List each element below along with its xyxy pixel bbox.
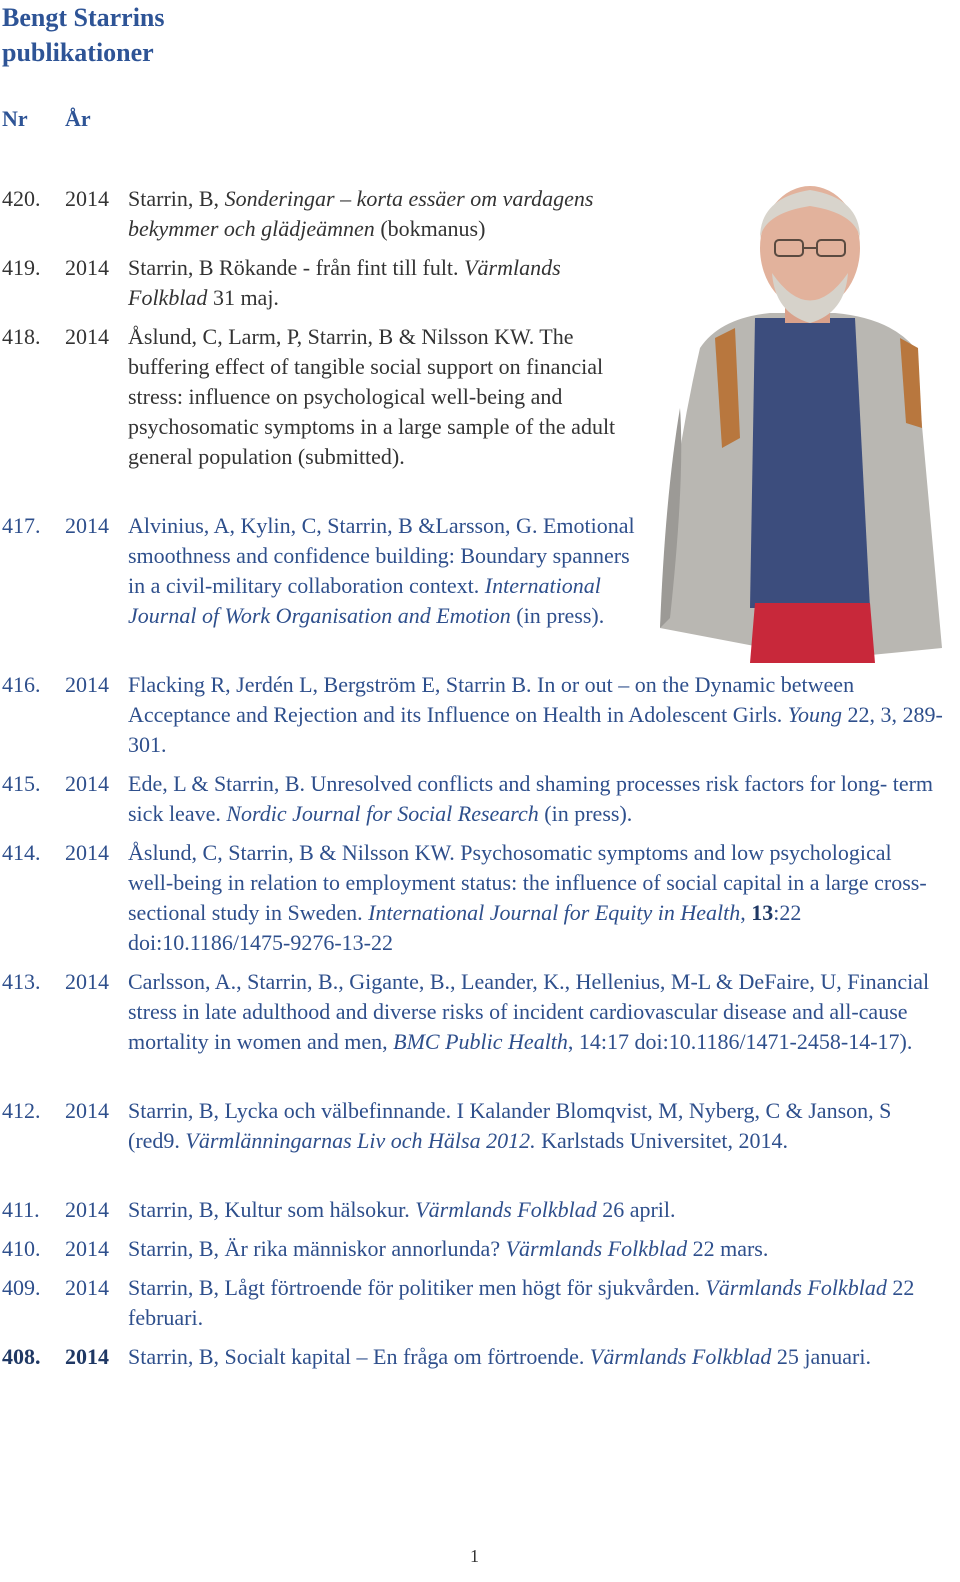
publication-entry: [0, 511, 640, 631]
entry-text: Åslund, C, Larm, P, Starrin, B & Nilsson KW. The buffering effect of tangible social support on financial stress: influence on psychological well-being and psychosomatic symptoms in a large sample of the adult general population (submitted).: [128, 324, 616, 469]
author-photo: [660, 178, 945, 663]
entry-source: Värmlänningarnas Liv och Hälsa 2012.: [185, 1128, 536, 1153]
title-line-1: Bengt Starrins: [2, 3, 165, 32]
entry-text: [128, 670, 945, 760]
entry-text: [128, 838, 940, 958]
entry-title: Sonderingar – korta essäer om vardagens bekymmer och glädjeämnen: [128, 186, 594, 241]
entry-note: , 14:17 doi:10.1186/1471-2458-14-17).: [567, 1029, 913, 1054]
entry-number: 409.: [2, 1275, 41, 1300]
entry-authors: Starrin, B, Lycka och välbefinnande. I Kalander Blomqvist, M, Nyberg, C & Janson, S (red9.: [128, 1098, 892, 1153]
entry-note: (bokmanus): [374, 216, 486, 241]
publication-entry: [0, 1096, 920, 1156]
column-header-nr: Nr: [2, 106, 28, 131]
entry-source: International Journal for Equity in Health: [368, 900, 741, 925]
publication-entry: [0, 253, 640, 313]
publication-entry: [0, 769, 945, 829]
entry-source: Värmlands Folkblad: [505, 1236, 688, 1261]
entry-authors: Åslund, C, Starrin, B & Nilsson KW. Psychosomatic symptoms and low psychological well-being in relation to employment status: the influence of social capital in a large cross-sectional study in Sweden.: [128, 840, 927, 925]
entry-note: 22 mars.: [687, 1236, 769, 1261]
page-number: 1: [470, 1546, 479, 1566]
entry-text: [128, 1273, 930, 1333]
entry-text: [128, 511, 640, 631]
entry-number: 414.: [2, 840, 41, 865]
entry-source: Nordic Journal for Social Research: [226, 801, 539, 826]
entry-number: 415.: [2, 771, 41, 796]
entry-volume: 13: [751, 900, 774, 925]
entry-authors: Starrin, B, Socialt kapital – En fråga om förtroende.: [128, 1344, 590, 1369]
entry-year: 2014: [65, 186, 109, 211]
entry-source: BMC Public Health: [393, 1029, 568, 1054]
entry-source: Värmlands Folkblad: [415, 1197, 597, 1222]
entry-authors: Alvinius, A, Kylin, C, Starrin, B &Larsson, G. Emotional smoothness and confidence building: Boundary spanners in a civil-military collaboration context.: [128, 513, 635, 598]
publication-entry: [0, 1195, 945, 1225]
entry-year: 2014: [65, 1236, 109, 1261]
entry-text: [128, 253, 640, 313]
entry-year: 2014: [65, 840, 109, 865]
entry-year: 2014: [65, 1344, 109, 1369]
entry-source: International Journal of Work Organisation and Emotion: [128, 573, 601, 628]
entry-number: 410.: [2, 1236, 41, 1261]
entry-authors: Carlsson, A., Starrin, B., Gigante, B., Leander, K., Hellenius, M-L & DeFaire, U, Financial stress in late adulthood and diverse risks of incident cardiovascular disease and all-cause mortality in women and men,: [128, 969, 930, 1054]
entry-text: [128, 967, 950, 1057]
entry-source: Värmlands Folkblad: [589, 1344, 772, 1369]
entry-doi: :22 doi:10.1186/1475-9276-13-22: [128, 900, 802, 955]
publication-entry: [0, 838, 940, 958]
entry-number: 420.: [2, 186, 41, 211]
entry-text: [128, 1096, 920, 1156]
entry-number: 412.: [2, 1098, 41, 1123]
entry-note: 25 januari.: [771, 1344, 871, 1369]
publication-entry: [0, 322, 648, 472]
title-line-2: publikationer: [2, 38, 154, 67]
entry-number: 408.: [2, 1344, 41, 1369]
publication-entry: [0, 1273, 930, 1333]
publication-entry: [0, 1342, 920, 1372]
entry-authors: Ede, L & Starrin, B. Unresolved conflicts and shaming processes risk factors for long- term sick leave.: [128, 771, 934, 826]
entry-authors: Starrin, B, Kultur som hälsokur.: [128, 1197, 416, 1222]
publication-entry: [0, 184, 640, 244]
entry-note: (in press).: [538, 801, 633, 826]
page-title: [2, 0, 165, 70]
entry-year: 2014: [65, 771, 109, 796]
entry-source: Värmlands Folkblad: [128, 255, 561, 310]
entry-number: 411.: [2, 1197, 40, 1222]
entry-year: 2014: [65, 969, 109, 994]
entry-text: [128, 1195, 945, 1225]
entry-note: 31 maj.: [207, 285, 279, 310]
publication-entry: [0, 670, 945, 760]
entry-number: 419.: [2, 255, 41, 280]
publication-entry: [0, 1234, 945, 1264]
entry-year: 2014: [65, 324, 109, 349]
entry-year: 2014: [65, 1275, 109, 1300]
entry-year: 2014: [65, 1098, 109, 1123]
entry-note: 26 april.: [596, 1197, 676, 1222]
entry-text: [128, 1234, 945, 1264]
publication-entry: [0, 967, 950, 1057]
entry-text: [128, 1342, 920, 1372]
entry-note: 22 februari.: [128, 1275, 915, 1330]
entry-year: 2014: [65, 1197, 109, 1222]
entry-note: Karlstads Universitet, 2014.: [535, 1128, 788, 1153]
entry-number: 417.: [2, 513, 41, 538]
entry-note: (in press).: [510, 603, 605, 628]
entry-note: ,: [740, 900, 752, 925]
entry-year: 2014: [65, 672, 109, 697]
entry-source: Young: [787, 702, 842, 727]
entry-source: Värmlands Folkblad: [705, 1275, 887, 1300]
entry-text: [128, 769, 945, 829]
entry-note: 22, 3, 289-301.: [128, 702, 943, 757]
column-header-year: År: [65, 106, 91, 131]
entry-number: 413.: [2, 969, 41, 994]
entry-number: 418.: [2, 324, 41, 349]
entry-authors: Starrin, B,: [128, 186, 225, 211]
entry-year: 2014: [65, 255, 109, 280]
entry-authors: Starrin, B, Är rika människor annorlunda?: [128, 1236, 506, 1261]
entry-number: 416.: [2, 672, 41, 697]
entry-authors: Starrin, B Rökande - från fint till fult.: [128, 255, 465, 280]
entry-text: [128, 184, 640, 244]
entry-year: 2014: [65, 513, 109, 538]
entry-authors: Flacking R, Jerdén L, Bergström E, Starrin B. In or out – on the Dynamic between Acceptance and Rejection and its Influence on Health in Adolescent Girls.: [128, 672, 855, 727]
entry-authors: Starrin, B, Lågt förtroende för politiker men högt för sjukvården.: [128, 1275, 706, 1300]
